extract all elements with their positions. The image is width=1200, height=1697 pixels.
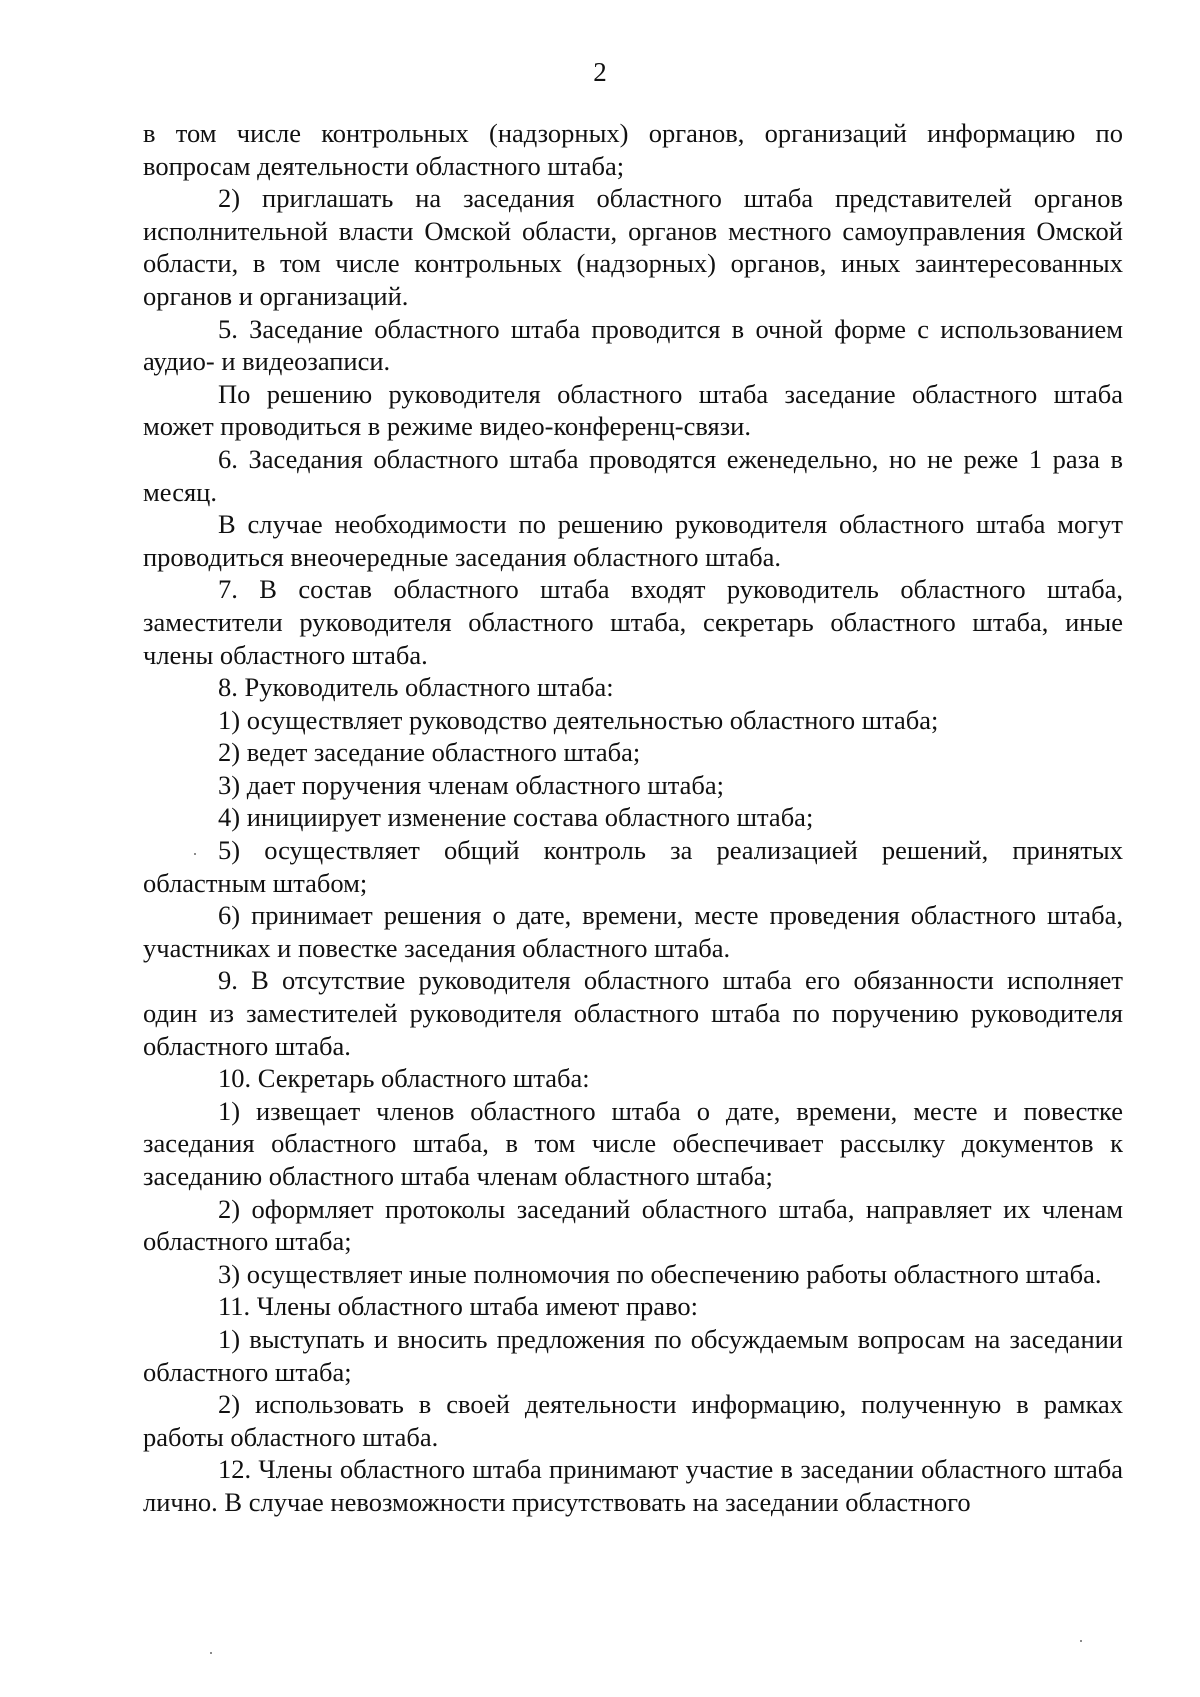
paragraph: 1) выступать и вносить предложения по обсуждаемым вопросам на заседании областного штаба;	[143, 1323, 1123, 1387]
scan-speck	[194, 853, 196, 855]
scan-speck	[1080, 1640, 1082, 1642]
paragraph: По решению руководителя областного штаба заседание областного штаба может проводиться в режиме видео-конференц-связи.	[143, 378, 1123, 442]
paragraph: 11. Члены областного штаба имеют право:	[218, 1291, 698, 1322]
document-body	[143, 117, 1123, 1519]
paragraph: 1) извещает членов областного штаба о дате, времени, месте и повестке заседания областного штаба, в том числе обеспечивает рассылку документов к заседанию областного штаба членам областного штаба;	[143, 1095, 1123, 1191]
paragraph: 2) приглашать на заседания областного штаба представителей органов исполнительной власти Омской области, органов местного самоуправления Омской области, в том числе контрольных (надзорных) органов, иных заинтересованных органов и организаций.	[143, 183, 1123, 311]
paragraph: 2) оформляет протоколы заседаний областного штаба, направляет их членам областного штаба;	[143, 1193, 1123, 1257]
paragraph: 10. Секретарь областного штаба:	[218, 1063, 590, 1094]
paragraph: 5) осуществляет общий контроль за реализацией решений, принятых областным штабом;	[143, 835, 1123, 898]
scan-speck	[210, 1652, 212, 1654]
paragraph: 7. В состав областного штаба входят руководитель областного штаба, заместители руководителя областного штаба, секретарь областного штаба, иные члены областного штаба.	[143, 574, 1123, 670]
paragraph: 3) осуществляет иные полномочия по обеспечению работы областного штаба.	[218, 1258, 1102, 1289]
paragraph: В случае необходимости по решению руководителя областного штаба могут проводиться внеочередные заседания областного штаба.	[143, 509, 1123, 572]
page-number: 2	[593, 57, 607, 87]
paragraph: 6) принимает решения о дате, времени, месте проведения областного штаба, участниках и повестке заседания областного штаба.	[143, 900, 1123, 963]
paragraph: 5. Заседание областного штаба проводится в очной форме с использованием аудио- и видеозаписи.	[143, 313, 1123, 377]
paragraph: 1) осуществляет руководство деятельностью областного штаба;	[218, 704, 939, 735]
paragraph: 9. В отсутствие руководителя областного штаба его обязанности исполняет один из заместителей руководителя областного штаба по поручению руководителя областного штаба.	[143, 965, 1123, 1061]
paragraph: 3) дает поручения членам областного штаба;	[218, 769, 725, 800]
paragraph: 2) использовать в своей деятельности информацию, полученную в рамках работы областного штаба.	[143, 1389, 1123, 1452]
paragraph: 2) ведет заседание областного штаба;	[218, 737, 641, 768]
paragraph: 8. Руководитель областного штаба:	[218, 672, 614, 703]
paragraph: 6. Заседания областного штаба проводятся еженедельно, но не реже 1 раза в месяц.	[143, 443, 1123, 507]
paragraph: 4) инициирует изменение состава областного штаба;	[218, 802, 814, 833]
paragraph: 12. Члены областного штаба принимают участие в заседании областного штаба лично. В случае невозможности присутствовать на заседании областного	[143, 1454, 1123, 1517]
paragraph: в том числе контрольных (надзорных) органов, организаций информацию по вопросам деятельности областного штаба;	[143, 118, 1123, 181]
